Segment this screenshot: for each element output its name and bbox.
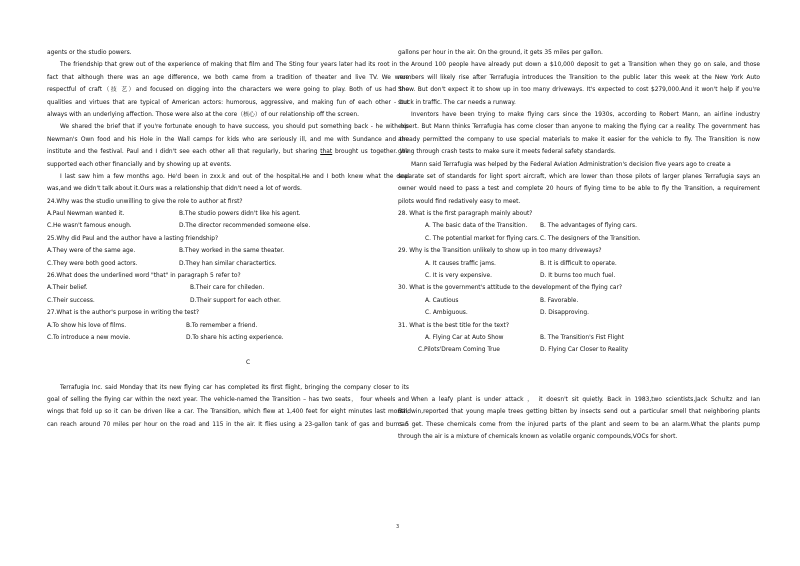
- option-b: B.They worked in the same theater.: [179, 248, 285, 255]
- text-line: can reach around 70 miles per hour on the road and 115 in the air. It flies using a 23-gallon tank of gas and burns 5: [47, 421, 409, 428]
- text-line: When a leafy plant is under attack ， it doesn't sit quietly. Back in 1983,two scientists,Jack Schultz and Ian: [411, 396, 760, 403]
- text-line: We shared the brief that if you're fortunate enough to have success, you should put something back - he with his: [60, 124, 409, 131]
- option-c: C.They were both good actors.: [47, 260, 138, 267]
- option-a: A. The basic data of the Transition.: [425, 223, 528, 230]
- text-line: owner would need to pass a test and complete 20 hours of flying time to be able to fly the Transition, a requirement: [398, 186, 760, 193]
- text-line: agents or the studio powers.: [47, 50, 132, 56]
- text-line: stuck in traffic. The car needs a runway.: [398, 99, 516, 106]
- option-a: A. Flying Car at Auto Show: [425, 334, 504, 341]
- option-d: D.To share his acting experience.: [186, 334, 284, 341]
- text-line: The friendship that grew out of the experience of making that film and The Sting four years later had its root in the: [60, 62, 409, 69]
- text-line: I last saw him a few months ago. He'd been in zxx.k and out of the hospital.He and I both knew what the deal: [60, 173, 409, 180]
- option-c: C.He wasn't famous enough.: [47, 223, 132, 230]
- question-stem: 25.Why did Paul and the author have a lasting friendship?: [47, 235, 219, 242]
- question-stem: 24.Why was the studio unwilling to give the role to author at first?: [47, 198, 243, 205]
- question-stem: 30. What is the government's attitude to the development of the flying car?: [398, 285, 623, 292]
- option-a: A. It causes traffic jams.: [425, 260, 496, 267]
- page-number: 3: [396, 524, 400, 530]
- option-b: B.To remember a friend.: [186, 322, 258, 329]
- section-label: C: [245, 359, 251, 366]
- option-row: [47, 320, 409, 332]
- text-line: already permitted the company to use special materials to make it easier for the vehicle to fly. The Transition is now: [398, 136, 760, 143]
- option-b: B. The Transition's Fist Flight: [540, 334, 624, 341]
- text-line: separate set of standards for light sport aircraft, which are lower than those pilots of larger planes Terrafugia says an: [398, 173, 760, 180]
- option-d: D.Their support for each other.: [190, 297, 281, 304]
- text-line: was,and we didn't talk about it.Ours was a relationship that didn't need a lot of words.: [47, 186, 302, 193]
- option-b: B. It is difficult to operate.: [540, 260, 617, 267]
- question-stem: 26.What does the underlined word "that" in paragraph 5 refer to?: [47, 273, 241, 280]
- text-line: [47, 146, 409, 158]
- option-row: [47, 332, 409, 344]
- text-line: fact that although there was an age difference, we both came from a tradition of theater and live TV. We were: [47, 74, 409, 81]
- text-line: Inventors have been trying to make flying cars since the 1930s, according to Robert Mann, an airline industry: [411, 111, 760, 118]
- option-row: [47, 208, 409, 220]
- option-row: [398, 270, 760, 282]
- option-row: [47, 295, 409, 307]
- option-row: [47, 220, 409, 232]
- option-a: A.Paul Newman wanted it.: [47, 211, 125, 218]
- text-line: gallons per hour in the air. On the ground, it gets 35 miles per gallon.: [398, 50, 603, 56]
- question-stem: 27.What is the author's purpose in writing the test?: [47, 310, 200, 317]
- option-row: [47, 245, 409, 257]
- option-a: A.They were of the same age.: [47, 248, 136, 255]
- text-line: Terrafugia Inc. said Monday that its new flying car has completed its first flight, bringing the company closer to its: [60, 384, 409, 391]
- option-d: D. It burns too much fuel.: [540, 273, 616, 280]
- text-span: institute and the festival. Paul and I didn't see each other all that regularly, but sharing: [47, 149, 321, 156]
- option-c: C. The potential market for flying cars.: [425, 235, 539, 242]
- option-c: C.Their success.: [47, 297, 95, 304]
- option-b: B. Favorable.: [540, 297, 579, 304]
- text-line: goal of selling the flying car within the next year. The vehicle-named the Transition – has two seats， four wheels and: [47, 396, 409, 403]
- text-line: expert. But Mann thinks Terrafugia has come closer than anyone to making the flying car a reality. The government has: [398, 124, 760, 131]
- text-line: wings that fold up so it can be driven like a car. The Transition, which flew at 1,400 feet for eight minutes last month,: [47, 409, 409, 416]
- text-line: pilots would find redatively easy to meet.: [398, 198, 521, 205]
- option-row: [398, 332, 760, 344]
- text-line: always with an underlying affection. Those were also at the core（核心）of our relationship off the screen.: [47, 111, 359, 118]
- option-d: D. Flying Car Closer to Reality: [540, 347, 629, 354]
- underlined-word: that: [320, 149, 333, 156]
- text-line: supported each other financially and by showing up at events.: [47, 161, 232, 168]
- text-line: can get. These chemicals come from the injured parts of the plant and seem to be an alarm.What the plants pump: [398, 421, 760, 428]
- text-line: through the air is a mixture of chemicals known as volatile organic compounds,VOCs for short.: [398, 434, 678, 441]
- option-d: D. Disapproving.: [540, 310, 589, 317]
- option-a: A. Cautious: [425, 297, 459, 304]
- option-row: [398, 295, 760, 307]
- text-line: Mann said Terrafugia was helped by the Federal Aviation Administration's decision five years ago to create a: [411, 161, 731, 168]
- text-line: Around 100 people have already put down a $10,000 deposit to get a Transition when they go on sale, and those: [411, 62, 760, 69]
- option-a: A.Their belief.: [47, 285, 88, 292]
- text-line: Show. But don't expect it to show up in too many driveways. It's expected to cost $279,000.And it won't help if you're: [398, 87, 760, 94]
- option-row: [398, 220, 760, 232]
- question-stem: 28. What is the first paragraph mainly about?: [398, 211, 533, 218]
- option-d: D.The director recommended someone else.: [179, 223, 311, 230]
- question-stem: 29. Why is the Transition unlikely to show up in too many driveways?: [398, 248, 602, 255]
- option-b: B. The advantages of flying cars.: [540, 223, 637, 230]
- text-line: going through crash tests to make sure it meets federal safety standards.: [398, 149, 616, 156]
- text-line: qualities and virtues that are typical of American actors: humorous, aggressive, and making fun of each other - but: [47, 99, 409, 106]
- option-b: B.Their care for chileden.: [190, 285, 265, 292]
- option-c: C.To introduce a new movie.: [47, 334, 131, 341]
- option-row: [398, 344, 760, 356]
- text-line: Baldwin,reported that young maple trees getting bitten by insects send out a particular smell that neighboring plants: [398, 409, 760, 416]
- option-row: [47, 258, 409, 270]
- question-stem: 31. What is the best title for the text?: [398, 322, 509, 329]
- text-line: numbers will likely rise after Terrafugia introduces the Transition to the public later this week at the New York Auto: [398, 74, 760, 81]
- option-d: D.They han similar charactertics.: [179, 260, 277, 267]
- text-line: Newman's Own food and his Hole in the Wall camps for kids who are seriously ill, and me with Sundance and the: [47, 136, 409, 143]
- option-c: C. Ambiguous.: [425, 310, 468, 317]
- option-d: C. The designers of the Transition.: [540, 235, 641, 242]
- right-column: [398, 47, 760, 444]
- option-c: C. It is very expensive.: [425, 273, 493, 280]
- left-column: [47, 47, 409, 431]
- option-b: B.The studio powers didn't like his agent.: [179, 211, 301, 218]
- option-c: C.Pilots'Dream Coming True: [418, 347, 500, 354]
- text-span: brought us together. We: [332, 149, 409, 156]
- option-row: [398, 307, 760, 319]
- text-line: respectful of craft（技 艺）and focused on digging into the characters we were going to play. Both of us had the: [47, 87, 409, 94]
- option-row: [398, 258, 760, 270]
- option-a: A.To show his love of films.: [47, 322, 127, 329]
- option-row: [398, 233, 760, 245]
- option-row: [47, 282, 409, 294]
